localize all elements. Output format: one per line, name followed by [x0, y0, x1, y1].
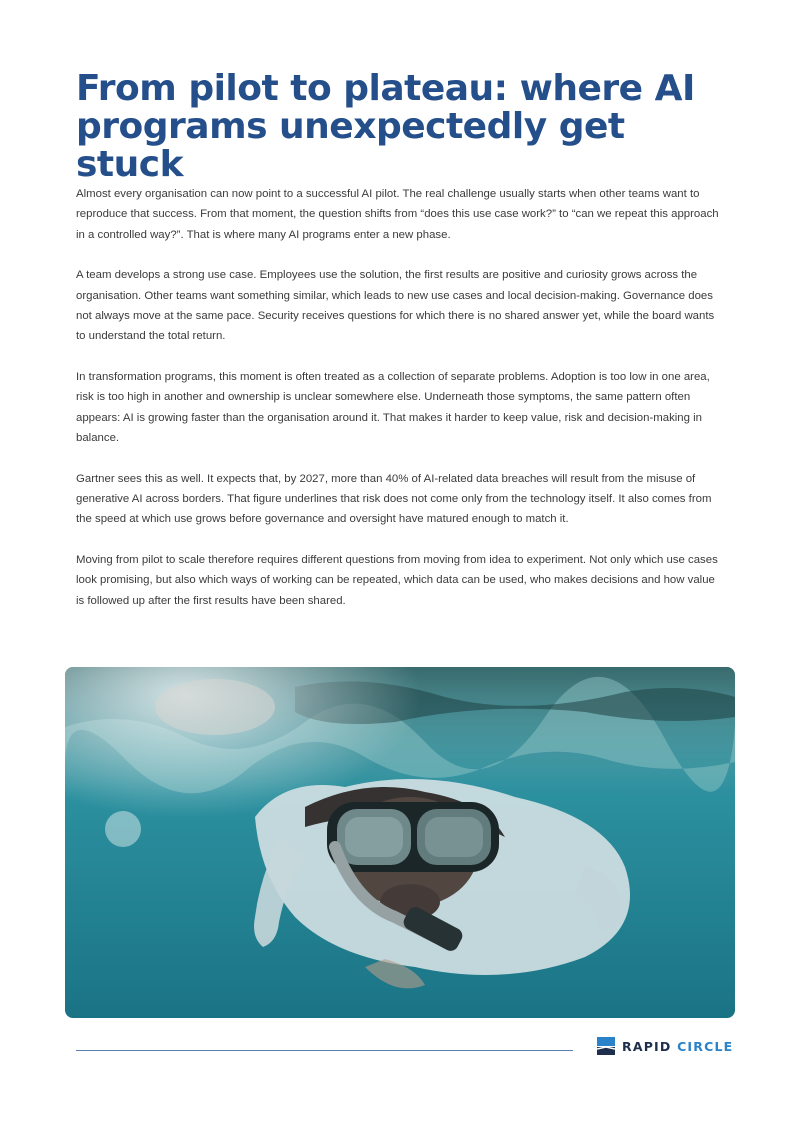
rapid-circle-logo — [597, 1036, 733, 1056]
logo-word-rapid: RAPID — [622, 1038, 672, 1054]
article-body — [76, 184, 724, 632]
snorkeler-photo — [65, 667, 735, 1018]
logo-mark-icon — [597, 1037, 615, 1055]
paragraph-5: Moving from pilot to scale therefore requires different questions from moving from idea to experiment. Not only which use cases look promising, but also which ways of working can be repeated, which data can be used, who makes decisions and how value is followed up after the first results have been shared. — [76, 554, 718, 607]
paragraph-2: A team develops a strong use case. Employees use the solution, the first results are positive and curiosity grows across the organisation. Other teams want something similar, which leads to new use cases and local decision-making. Governance does not always move at the same pace. Security receives questions for which there is no shared answer yet, while the board wants to understand the total return. — [76, 269, 715, 343]
paragraph-4: Gartner sees this as well. It expects that, by 2027, more than 40% of AI-related data breaches will result from the misuse of generative AI across borders. That figure underlines that risk does not come only from the technology itself. It also comes from the speed at which use grows before governance and oversight have matured enough to match it. — [76, 472, 712, 526]
paragraph-3: In transformation programs, this moment is often treated as a collection of separate problems. Adoption is too low in one area, risk is too high in another and ownership is unclear somewhere else. Underneath those symptoms, the same pattern often appears: AI is growing faster than the organisation around it. That makes it harder to keep value, risk and decision-making in balance. — [76, 371, 710, 444]
page-title: From pilot to plateau: where AI programs unexpectedly get stuck — [76, 68, 695, 185]
paragraph-1: Almost every organisation can now point to a successful AI pilot. The real challenge usually starts when other teams want to reproduce that success. From that moment, the question shifts from “does this use case work?” to “can we repeat this approach in a controlled way?”. That is where many AI programs enter a new phase. — [76, 188, 719, 241]
footer-divider — [76, 1050, 573, 1051]
logo-word-circle: CIRCLE — [677, 1038, 734, 1054]
